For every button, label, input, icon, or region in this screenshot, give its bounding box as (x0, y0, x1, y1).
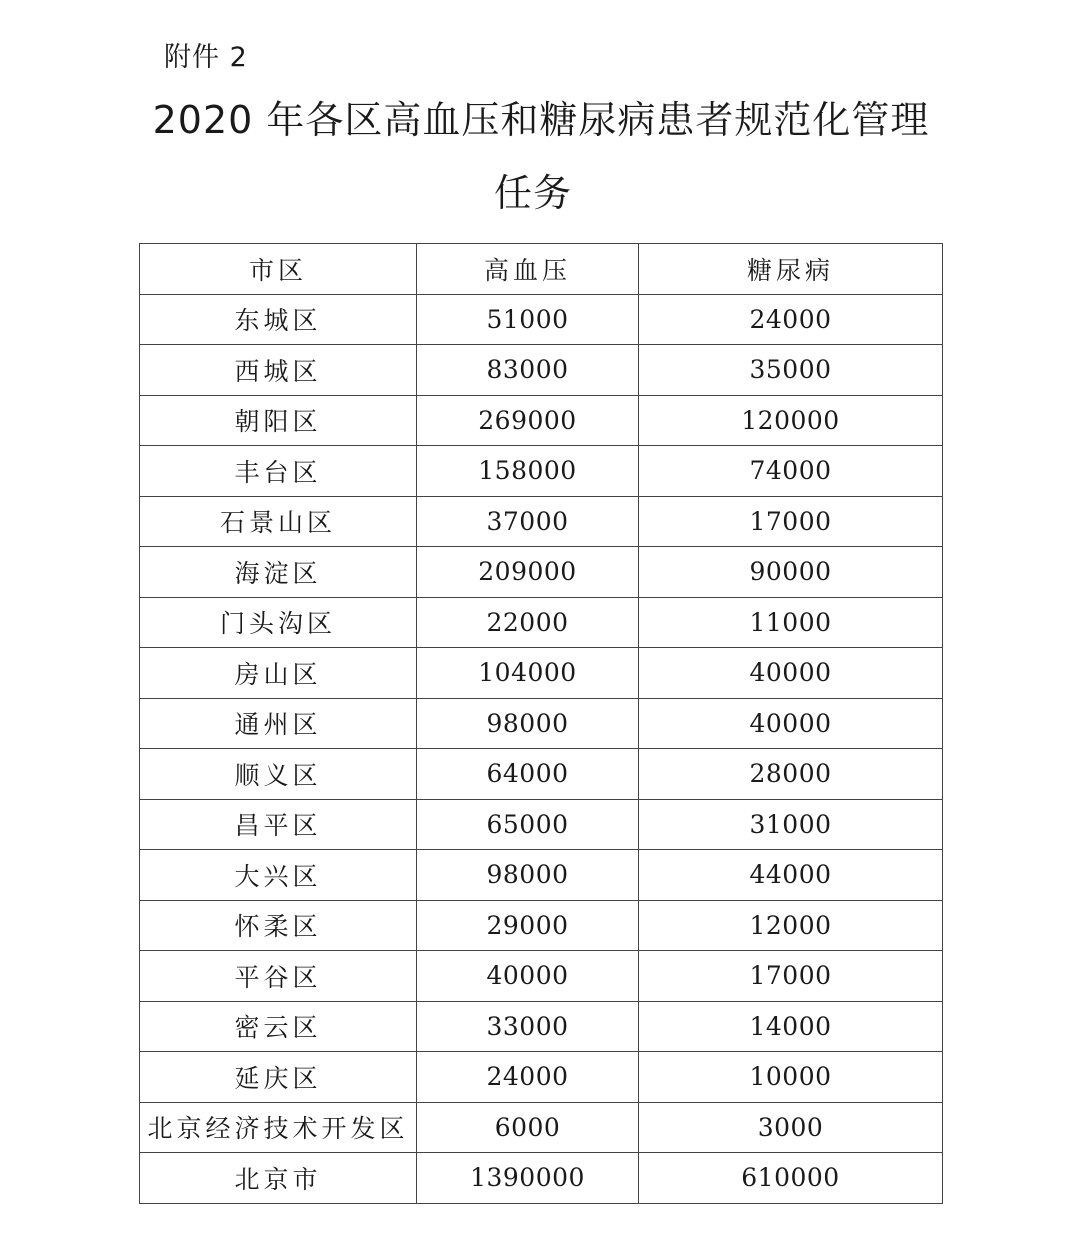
hypertension-cell: 51000 (417, 294, 639, 345)
diabetes-cell: 17000 (639, 496, 943, 547)
table-row (140, 345, 943, 396)
hypertension-cell: 209000 (417, 547, 639, 598)
table-row (140, 1052, 943, 1103)
diabetes-cell: 28000 (639, 749, 943, 800)
diabetes-cell: 3000 (639, 1102, 943, 1153)
district-cell: 丰台区 (140, 446, 417, 497)
table-row (140, 698, 943, 749)
hypertension-cell: 104000 (417, 648, 639, 699)
diabetes-cell: 40000 (639, 698, 943, 749)
table-row (140, 597, 943, 648)
diabetes-cell: 610000 (639, 1153, 943, 1204)
hypertension-cell: 65000 (417, 799, 639, 850)
header-diabetes: 糖尿病 (639, 244, 943, 295)
district-cell: 延庆区 (140, 1052, 417, 1103)
diabetes-cell: 11000 (639, 597, 943, 648)
diabetes-cell: 120000 (639, 395, 943, 446)
hypertension-cell: 24000 (417, 1052, 639, 1103)
district-cell: 平谷区 (140, 951, 417, 1002)
table-body (140, 294, 943, 1203)
table-row (140, 648, 943, 699)
diabetes-cell: 74000 (639, 446, 943, 497)
document-title-line-2: 任务 (493, 171, 572, 215)
district-cell: 北京经济技术开发区 (140, 1102, 417, 1153)
district-cell: 怀柔区 (140, 900, 417, 951)
diabetes-cell: 90000 (639, 547, 943, 598)
diabetes-cell: 44000 (639, 850, 943, 901)
table-row (140, 951, 943, 1002)
hypertension-cell: 64000 (417, 749, 639, 800)
district-cell: 海淀区 (140, 547, 417, 598)
district-cell: 东城区 (140, 294, 417, 345)
table-row (140, 850, 943, 901)
table-row (140, 749, 943, 800)
district-cell: 昌平区 (140, 799, 417, 850)
table-row (140, 446, 943, 497)
district-cell: 房山区 (140, 648, 417, 699)
diabetes-cell: 31000 (639, 799, 943, 850)
table-row (140, 294, 943, 345)
table-header-row (140, 244, 943, 295)
document-title-line-1: 2020 年各区高血压和糖尿病患者规范化管理 (152, 98, 930, 142)
district-cell: 石景山区 (140, 496, 417, 547)
header-hypertension: 高血压 (417, 244, 639, 295)
table-row (140, 900, 943, 951)
diabetes-cell: 40000 (639, 648, 943, 699)
hypertension-cell: 1390000 (417, 1153, 639, 1204)
diabetes-cell: 12000 (639, 900, 943, 951)
hypertension-cell: 33000 (417, 1001, 639, 1052)
district-cell: 朝阳区 (140, 395, 417, 446)
hypertension-cell: 29000 (417, 900, 639, 951)
header-district: 市区 (140, 244, 417, 295)
table-row (140, 1001, 943, 1052)
diabetes-cell: 17000 (639, 951, 943, 1002)
hypertension-cell: 83000 (417, 345, 639, 396)
hypertension-cell: 37000 (417, 496, 639, 547)
hypertension-cell: 40000 (417, 951, 639, 1002)
hypertension-cell: 269000 (417, 395, 639, 446)
diabetes-cell: 24000 (639, 294, 943, 345)
district-cell: 北京市 (140, 1153, 417, 1204)
district-cell: 门头沟区 (140, 597, 417, 648)
hypertension-cell: 98000 (417, 850, 639, 901)
hypertension-cell: 6000 (417, 1102, 639, 1153)
table-row (140, 496, 943, 547)
table-row (140, 547, 943, 598)
diabetes-cell: 14000 (639, 1001, 943, 1052)
table-row (140, 1153, 943, 1204)
management-task-table (139, 243, 943, 1204)
hypertension-cell: 158000 (417, 446, 639, 497)
table-row (140, 395, 943, 446)
district-cell: 大兴区 (140, 850, 417, 901)
table-row (140, 799, 943, 850)
district-cell: 顺义区 (140, 749, 417, 800)
attachment-label: 附件 2 (164, 42, 248, 73)
district-cell: 通州区 (140, 698, 417, 749)
district-cell: 密云区 (140, 1001, 417, 1052)
diabetes-cell: 10000 (639, 1052, 943, 1103)
hypertension-cell: 22000 (417, 597, 639, 648)
diabetes-cell: 35000 (639, 345, 943, 396)
district-cell: 西城区 (140, 345, 417, 396)
table-row (140, 1102, 943, 1153)
hypertension-cell: 98000 (417, 698, 639, 749)
